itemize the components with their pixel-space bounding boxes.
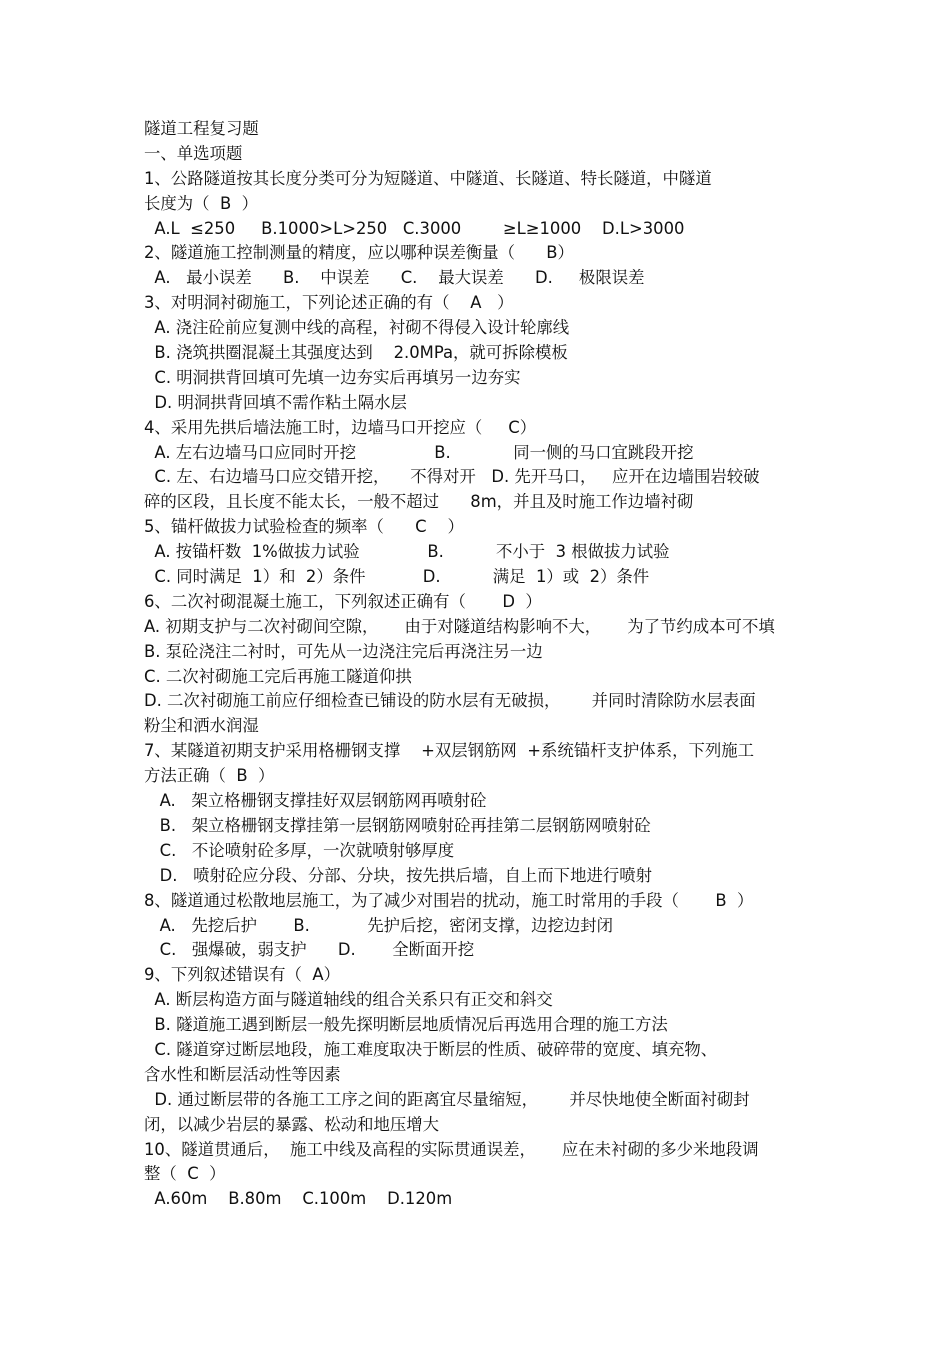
text-line: A. 架立格栅钢支撑挂好双层钢筋网再喷射砼 — [144, 791, 487, 811]
text-line: 碎的区段，且长度不能太长，一般不超过 8m，并且及时施工作边墙衬砌 — [144, 492, 694, 512]
text-line: B. 架立格栅钢支撑挂第一层钢筋网喷射砼再挂第二层钢筋网喷射砼 — [144, 815, 651, 835]
text-line: 9、下列叙述错误有（ A） — [144, 965, 340, 985]
text-line: D. 通过断层带的各施工工序之间的距离宜尽量缩短， 并尽快地使全断面衬砌封 — [144, 1089, 750, 1109]
text-line: 10、隧道贯通后， 施工中线及高程的实际贯通误差， 应在未衬砌的多少米地段调 — [144, 1139, 759, 1159]
text-line: C. 明洞拱背回填可先填一边夯实后再填另一边夯实 — [144, 367, 521, 387]
text-line: 含水性和断层活动性等因素 — [144, 1064, 341, 1084]
text-line: A.60m B.80m C.100m D.120m — [144, 1189, 453, 1209]
text-line: 6、二次衬砌混凝土施工，下列叙述正确有（ D ） — [144, 591, 542, 611]
text-line: B. 泵砼浇注二衬时，可先从一边浇注完后再浇注另一边 — [144, 641, 543, 661]
text-line: C. 左、右边墙马口应交错开挖， 不得对开 D. 先开马口， 应开在边墙围岩较破 — [144, 467, 760, 487]
question-list — [144, 167, 804, 1212]
text-line: 粉尘和洒水润湿 — [144, 716, 259, 736]
text-line: 1、公路隧道按其长度分类可分为短隧道、中隧道、长隧道、特长隧道，中隧道 — [144, 168, 712, 188]
text-line: 长度为（ B ） — [144, 193, 259, 213]
text-line: A. 浇注砼前应复测中线的高程，衬砌不得侵入设计轮廓线 — [144, 318, 570, 338]
text-line: C. 隧道穿过断层地段，施工难度取决于断层的性质、破碎带的宽度、填充物、 — [144, 1039, 718, 1059]
text-line: 7、某隧道初期支护采用格栅钢支撑 +双层钢筋网 +系统锚杆支护体系，下列施工 — [144, 741, 755, 761]
text-line: B. 隧道施工遇到断层一般先探明断层地质情况后再选用合理的施工方法 — [144, 1015, 668, 1035]
text-line: A. 左右边墙马口应同时开挖 B. 同一侧的马口宜跳段开挖 — [144, 442, 694, 462]
text-line: 5、锚杆做拔力试验检查的频率（ C ） — [144, 517, 464, 537]
document-page — [144, 117, 804, 1212]
text-line: A. 初期支护与二次衬砌间空隙， 由于对隧道结构影响不大， 为了节约成本可不填 — [144, 616, 775, 636]
text-line: D. 喷射砼应分段、分部、分块，按先拱后墙，自上而下地进行喷射 — [144, 865, 653, 885]
text-line: 方法正确（ B ） — [144, 766, 275, 786]
text-line: 4、采用先拱后墙法施工时，边墙马口开挖应（ C） — [144, 417, 537, 437]
text-line: D. 明洞拱背回填不需作粘土隔水层 — [144, 392, 407, 412]
text-line: C. 同时满足 1）和 2）条件 D. 满足 1）或 2）条件 — [144, 567, 650, 587]
text-line: 3、对明洞衬砌施工，下列论述正确的有（ A ） — [144, 293, 514, 313]
text-line: A. 断层构造方面与隧道轴线的组合关系只有正交和斜交 — [144, 990, 553, 1010]
text-line: A. 按锚杆数 1%做拔力试验 B. 不小于 3 根做拔力试验 — [144, 542, 670, 562]
text-line: C. 不论喷射砼多厚，一次就喷射够厚度 — [144, 840, 455, 860]
section-heading: 一、单选项题 — [144, 143, 243, 163]
text-line: B. 浇筑拱圈混凝土其强度达到 2.0MPa，就可拆除模板 — [144, 343, 568, 363]
text-line: 2、隧道施工控制测量的精度，应以哪种误差衡量（ B） — [144, 243, 574, 263]
document-title: 隧道工程复习题 — [144, 119, 259, 138]
text-line: A.L ≤250 B.1000>L>250 C.3000 ≥L≥1000 D.L>3000 — [144, 218, 685, 238]
text-line: 闭，以减少岩层的暴露、松动和地压增大 — [144, 1114, 440, 1134]
text-line: 8、隧道通过松散地层施工，为了减少对围岩的扰动，施工时常用的手段（ B ） — [144, 890, 754, 910]
text-line: D. 二次衬砌施工前应仔细检查已铺设的防水层有无破损， 并同时清除防水层表面 — [144, 691, 756, 711]
text-line: 整（ C ） — [144, 1164, 226, 1184]
text-line: A. 先挖后护 B. 先护后挖，密闭支撑，边挖边封闭 — [144, 915, 614, 935]
text-line: C. 强爆破，弱支护 D. 全断面开挖 — [144, 940, 475, 960]
text-line: A. 最小误差 B. 中误差 C. 最大误差 D. 极限误差 — [144, 268, 645, 288]
text-line: C. 二次衬砌施工完后再施工隧道仰拱 — [144, 666, 412, 686]
